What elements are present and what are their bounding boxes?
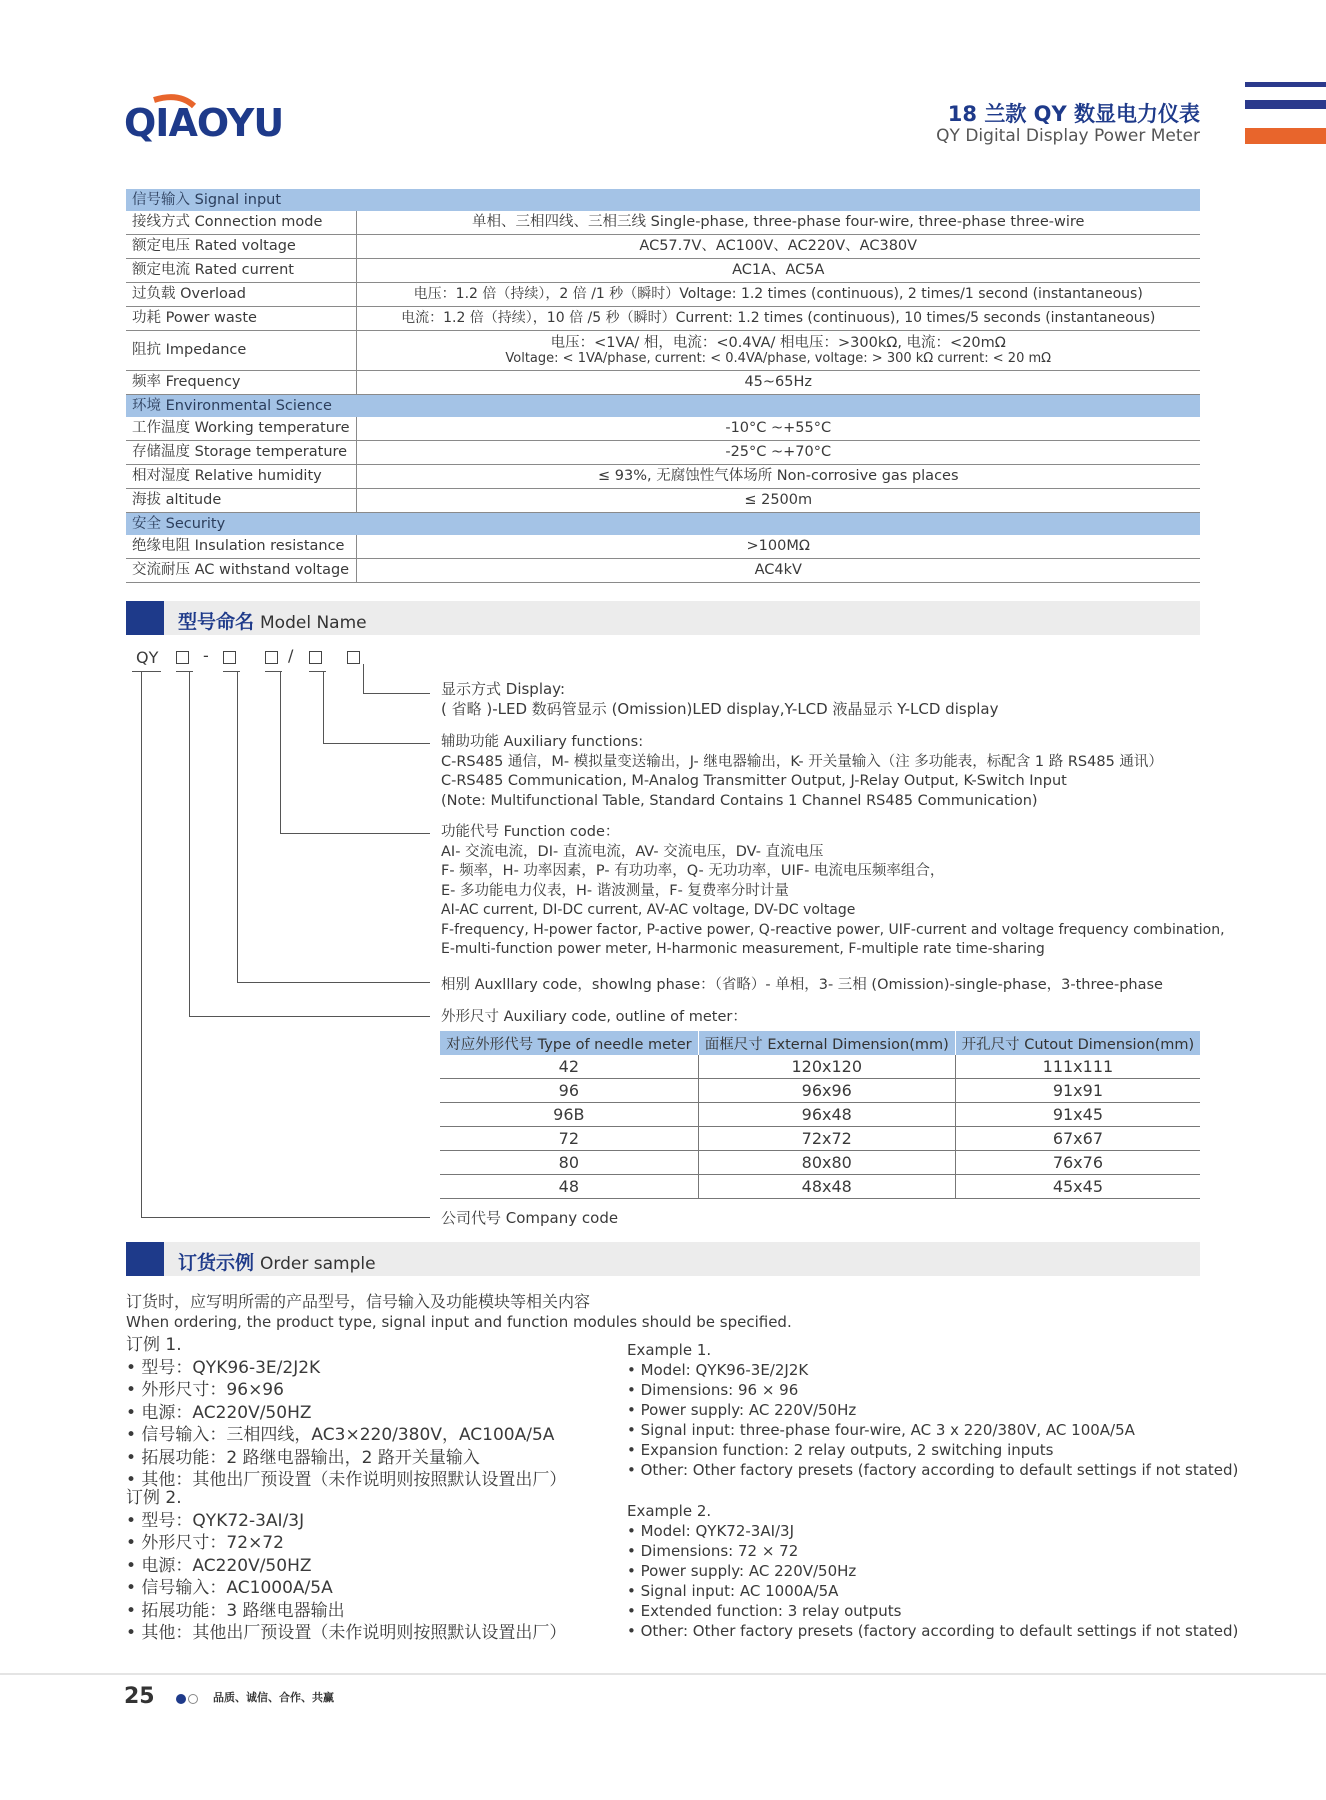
connector-line <box>176 671 193 672</box>
display-desc: 显示方式 Display: ( 省略 )-LED 数码管显示 (Omission)LED display,Y-LCD 液晶显示 Y-LCD display <box>441 680 999 718</box>
header-decor-stripe <box>1245 82 1326 87</box>
table-row: 80 80x80 76x76 <box>440 1151 1200 1175</box>
footer-slogan: 品质、诚信、合作、共赢 <box>213 1691 334 1704</box>
table-row: 阻抗 Impedance 电压：<1VA/ 相，电流：<0.4VA/ 相电压：>300kΩ, 电流：<20mΩ Voltage: < 1VA/phase, current: < 0.4VA/phase, voltage: > 300 kΩ current: < 20 mΩ <box>126 331 1200 371</box>
dimension-table <box>440 1031 1200 1199</box>
table-row: 功耗 Power waste 电流：1.2 倍（持续），10 倍 /5 秒（瞬时）Current: 1.2 times (continuous), 10 times/5 seconds (instantaneous) <box>126 307 1200 331</box>
section-title-en: Model Name <box>260 613 367 633</box>
example-1-cn: 订例 1. • 型号：QYK96-3E/2J2K • 外形尺寸：96×96 • 电源：AC220V/50HZ • 信号输入：三相四线，AC3×220/380V，AC100A/5A • 拓展功能：2 路继电器输出，2 路开关量输入 • 其他：其他出厂预设置（未作说明则按照默认设置出厂） <box>126 1335 567 1490</box>
example-1-en: Example 1. • Model: QYK96-3E/2J2K • Dimensions: 96 × 96 • Power supply: AC 220V/50Hz • Signal input: three-phase four-wire, AC 3 x 220/380V, AC 100A/5A • Expansion function: 2 relay outputs, 2 switching inputs • Other: Other factory presets (factory according to default settings if not stated) <box>627 1341 1239 1479</box>
order-intro-en: When ordering, the product type, signal input and function modules should be specified. <box>126 1313 792 1331</box>
example-2-en: Example 2. • Model: QYK72-3AI/3J • Dimensions: 72 × 72 • Power supply: AC 220V/50Hz • Signal input: AC 1000A/5A • Extended function: 3 relay outputs • Other: Other factory presets (factory according to default settings if not stated) <box>627 1502 1239 1640</box>
connector-line <box>280 833 430 834</box>
header-title-en: QY Digital Display Power Meter <box>936 126 1200 146</box>
code-dash: - <box>203 646 209 665</box>
code-slash: / <box>288 646 294 665</box>
section-environment: 环境 Environmental Science <box>126 395 1200 418</box>
section-title-en: Order sample <box>260 1254 376 1274</box>
order-sample-header <box>126 1242 1200 1276</box>
header-title-cn: 18 兰款 QY 数显电力仪表 <box>947 102 1200 126</box>
connector-line <box>363 664 364 694</box>
aux-func-desc: 辅助功能 Auxiliary functions: C-RS485 通信，M- 模拟量变送输出，J- 继电器输出，K- 开关量输入（注 多功能表，标配含 1 路 RS485 通讯） C-RS485 Communication, M-Analog Transmitter Output, J-Relay Output, K-Switch Input (Note: Multifunctional Table, Standard Contains 1 Channel RS485 Communication) <box>441 734 1163 809</box>
outline-desc: 外形尺寸 Auxiliary code, outline of meter： <box>441 1009 747 1025</box>
header-decor-stripe <box>1245 128 1326 144</box>
connector-line <box>189 671 190 1017</box>
section-marker <box>126 601 164 635</box>
code-box <box>176 651 189 664</box>
impedance-en: Voltage: < 1VA/phase, current: < 0.4VA/phase, voltage: > 300 kΩ current: < 20 mΩ <box>505 351 1052 366</box>
page-number: 25 <box>124 1684 155 1709</box>
phase-desc: 相别 Auxlllary code，showlng phase：（省略）- 单相，3- 三相 (Omission)-single-phase，3-three-phase <box>441 977 1163 993</box>
code-box <box>347 651 360 664</box>
connector-line <box>141 1217 430 1218</box>
table-row: 额定电流 Rated current AC1A、AC5A <box>126 259 1200 283</box>
order-intro-cn: 订货时，应写明所需的产品型号，信号输入及功能模块等相关内容 <box>126 1292 591 1311</box>
section-title-cn: 型号命名 <box>178 611 255 633</box>
footer-divider <box>0 1673 1326 1675</box>
company-code-desc: 公司代号 Company code <box>441 1209 619 1227</box>
qiaoyu-logo <box>124 92 314 142</box>
table-row: 48 48x48 45x45 <box>440 1175 1200 1199</box>
section-marker <box>126 1242 164 1276</box>
col-header: 面框尺寸 External Dimension(mm) <box>698 1031 955 1055</box>
connector-line <box>323 671 324 744</box>
col-header: 对应外形代号 Type of needle meter <box>440 1031 698 1055</box>
table-row: 42 120x120 111x111 <box>440 1055 1200 1079</box>
header-decor-stripe <box>1245 100 1326 109</box>
model-prefix: QY <box>136 648 159 667</box>
connector-line <box>363 693 430 694</box>
table-row: 接线方式 Connection mode 单相、三相四线、三相三线 Single-phase, three-phase four-wire, three-phase three-wire <box>126 211 1200 235</box>
table-row: 额定电压 Rated voltage AC57.7V、AC100V、AC220V、AC380V <box>126 235 1200 259</box>
table-row: 96 96x96 91x91 <box>440 1079 1200 1103</box>
table-row: 工作温度 Working temperature -10°C ~+55°C <box>126 417 1200 441</box>
table-row: 海拔 altitude ≤ 2500m <box>126 489 1200 513</box>
connector-line <box>141 671 142 1218</box>
connector-line <box>189 1016 430 1017</box>
spec-table <box>126 189 1200 583</box>
connector-line <box>237 982 430 983</box>
col-header: 开孔尺寸 Cutout Dimension(mm) <box>955 1031 1200 1055</box>
table-row: 相对湿度 Relative humidity ≤ 93%, 无腐蚀性气体场所 Non-corrosive gas places <box>126 465 1200 489</box>
func-code-desc: 功能代号 Function code： AI- 交流电流，DI- 直流电流，AV- 交流电压，DV- 直流电压 F- 频率，H- 功率因素，P- 有功功率，Q- 无功功率，UIF- 电流电压频率组合， E- 多功能电力仪表，H- 谐波测量，F- 复费率分时计量 AI-AC current, DI-DC current, AV-AC voltage, DV-DC voltage F-frequency, H-power factor, P-active power, Q-reactive power, UIF-current and voltage frequency combination, E-multi-function power meter, H-harmonic measurement, F-multiple rate time-sharing <box>441 824 1225 957</box>
code-box <box>265 651 278 664</box>
table-row: 存储温度 Storage temperature -25°C ~+70°C <box>126 441 1200 465</box>
connector-line <box>132 671 161 672</box>
model-name-header <box>126 601 1200 635</box>
table-row: 过负载 Overload 电压：1.2 倍（持续），2 倍 /1 秒（瞬时）Voltage: 1.2 times (continuous), 2 times/1 second (instantaneous) <box>126 283 1200 307</box>
code-box <box>223 651 236 664</box>
example-2-cn: 订例 2. • 型号：QYK72-3AI/3J • 外形尺寸：72×72 • 电源：AC220V/50HZ • 信号输入：AC1000A/5A • 拓展功能：3 路继电器输出 • 其他：其他出厂预设置（未作说明则按照默认设置出厂） <box>126 1488 567 1643</box>
table-row: 96B 96x48 91x45 <box>440 1103 1200 1127</box>
connector-line <box>237 671 238 983</box>
footer-dots-icon <box>175 1693 201 1705</box>
connector-line <box>280 671 281 834</box>
section-security: 安全 Security <box>126 513 1200 536</box>
connector-line <box>323 743 430 744</box>
svg-text:QIAOYU: QIAOYU <box>124 101 284 142</box>
table-row: 频率 Frequency 45~65Hz <box>126 371 1200 395</box>
table-row: 72 72x72 67x67 <box>440 1127 1200 1151</box>
impedance-cn: 电压：<1VA/ 相，电流：<0.4VA/ 相电压：>300kΩ, 电流：<20mΩ <box>550 335 1006 351</box>
section-title-cn: 订货示例 <box>178 1252 255 1274</box>
section-signal-input: 信号输入 Signal input <box>126 189 1200 211</box>
table-row: 交流耐压 AC withstand voltage AC4kV <box>126 559 1200 583</box>
code-box <box>309 651 322 664</box>
table-row: 绝缘电阻 Insulation resistance >100MΩ <box>126 535 1200 559</box>
